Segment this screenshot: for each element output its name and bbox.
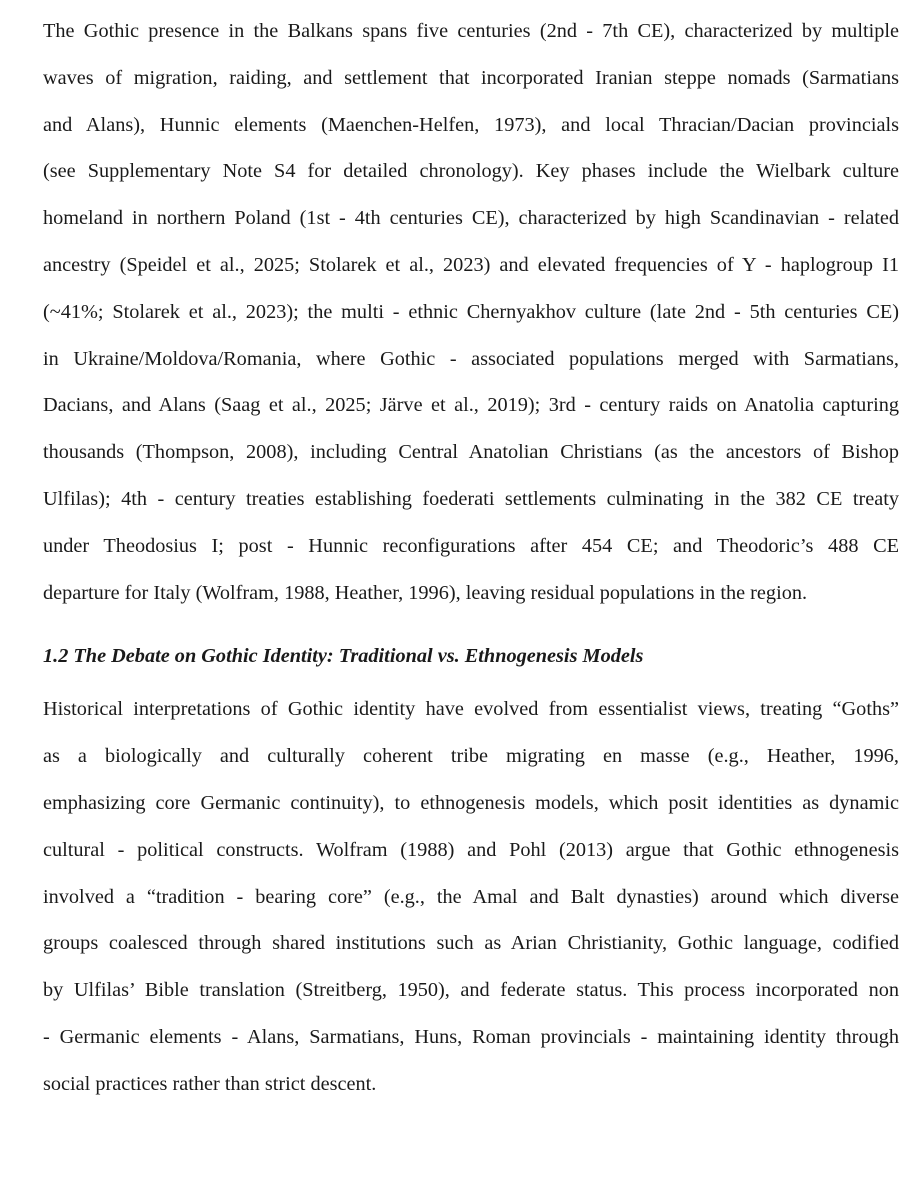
text-line: social practices rather than strict descent. [43, 1072, 377, 1095]
text-line: The Gothic presence in the Balkans spans five centuries (2nd - 7th CE), characterized by multiple [43, 20, 899, 42]
text-line: (~41%; Stolarek et al., 2023); the multi - ethnic Chernyakhov culture (late 2nd - 5th centuries CE) [43, 300, 899, 323]
text-line: and Alans), Hunnic elements (Maenchen-Helfen, 1973), and local Thracian/Dacian provincials [43, 113, 899, 136]
text-line: thousands (Thompson, 2008), including Central Anatolian Christians (as the ancestors of Bishop [43, 441, 899, 464]
paragraph-gothic-presence [43, 12, 899, 620]
text-line: groups coalesced through shared institutions such as Arian Christianity, Gothic language, codified [43, 932, 899, 955]
text-line: - Germanic elements - Alans, Sarmatians, Huns, Roman provincials - maintaining identity through [43, 1025, 899, 1048]
text-line: as a biologically and culturally coherent tribe migrating en masse (e.g., Heather, 1996, [43, 745, 899, 768]
text-line: waves of migration, raiding, and settlement that incorporated Iranian steppe nomads (Sarmatians [43, 66, 899, 89]
text-line: Historical interpretations of Gothic identity have evolved from essentialist views, treating “Goths” [43, 698, 899, 721]
text-line: emphasizing core Germanic continuity), to ethnogenesis models, which posit identities as dynamic [43, 791, 899, 814]
text-line: (see Supplementary Note S4 for detailed chronology). Key phases include the Wielbark culture [43, 160, 899, 183]
text-line: Dacians, and Alans (Saag et al., 2025; Järve et al., 2019); 3rd - century raids on Anatolia capturing [43, 394, 899, 417]
paragraph-identity-debate [43, 690, 899, 1111]
text-line: under Theodosius I; post - Hunnic reconfigurations after 454 CE; and Theodoric’s 488 CE [43, 534, 899, 557]
text-line: Ulfilas); 4th - century treaties establishing foederati settlements culminating in the 382 CE treaty [43, 487, 899, 510]
document-page [43, 12, 899, 1112]
text-line: by Ulfilas’ Bible translation (Streitberg, 1950), and federate status. This process incorporated non [43, 979, 899, 1002]
text-line: departure for Italy (Wolfram, 1988, Heather, 1996), leaving residual populations in the region. [43, 581, 808, 604]
text-line: cultural - political constructs. Wolfram (1988) and Pohl (2013) argue that Gothic ethnogenesis [43, 838, 899, 861]
section-heading: 1.2 The Debate on Gothic Identity: Traditional vs. Ethnogenesis Models [43, 645, 644, 668]
text-line: ancestry (Speidel et al., 2025; Stolarek et al., 2023) and elevated frequencies of Y - haplogroup I1 [43, 253, 899, 276]
text-line: homeland in northern Poland (1st - 4th centuries CE), characterized by high Scandinavian - related [43, 207, 899, 230]
text-line: in Ukraine/Moldova/Romania, where Gothic - associated populations merged with Sarmatians, [43, 347, 899, 370]
text-line: involved a “tradition - bearing core” (e.g., the Amal and Balt dynasties) around which diverse [43, 885, 899, 908]
